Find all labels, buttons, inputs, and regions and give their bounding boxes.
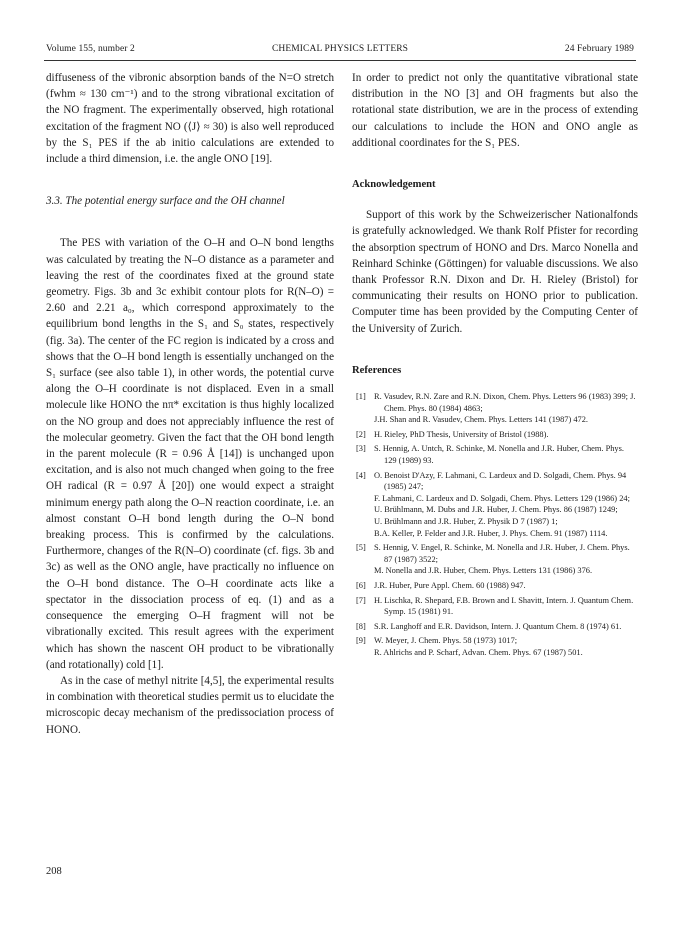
reference-body xyxy=(374,470,638,540)
reference-line: S. Hennig, V. Engel, R. Schinke, M. Nonella and J.R. Huber, J. Chem. Phys. 87 (1987) 3522; xyxy=(374,543,630,564)
reference-number: [6] xyxy=(356,580,366,590)
reference-number: [1] xyxy=(356,392,366,402)
methyl-nitrite-paragraph: As in the case of methyl nitrite [4,5], the experimental results in combination with theoretical studies permit us to elucidate the microscopic decay mechanism of the predissociation process of HONO. xyxy=(46,674,334,736)
reference-body xyxy=(374,621,638,633)
continued-paragraph: diffuseness of the vibronic absorption bands of the N=O stretch (fwhm ≈ 130 cm⁻¹) and to the strong vibrational excitation of the NO fragment. The experimentally observed, high rotational excitation of the fragment NO (⟨J⟩ ≈ 30) is also well reproduced by the S₁ PES if the ab initio calculations are extended to include a third dimension, i.e. the angle ONO [19]. xyxy=(46,72,334,166)
acknowledgement-text: Support of this work by the Schweizerischer Nationalfonds is gratefully acknowledged. We thank Rolf Pfister for recording the absorption spectrum of HONO and Drs. Marco Nonella and Reinhard Schinke (Göttingen) for valuable discussions. We also thank Professor R.N. Dixon and Dr. H. Rieley (Bristol) for communicating their results on HONO prior to publication. Computer time has been provided by the Computing Center of the University of Zurich. xyxy=(352,209,638,335)
section-heading: 3.3. The potential energy surface and the OH channel xyxy=(46,195,285,208)
reference-line: J.H. Shan and R. Vasudev, Chem. Phys. Letters 141 (1987) 472. xyxy=(374,415,589,425)
reference-item xyxy=(352,391,638,426)
prediction-paragraph: In order to predict not only the quantitative vibrational state distribution in the NO [3] and OH fragments but also the rotational state distribution, we are in the process of extending our calculations to include the HON and ONO angle as additional coordinates for the S₁ PES. xyxy=(352,72,638,149)
reference-body xyxy=(374,635,638,658)
reference-item xyxy=(352,429,638,441)
pes-paragraph: The PES with variation of the O–H and O–N bond lengths was calculated by treating the N–O distance as a parameter and leaving the rest of the coordinates fixed at the ground state geometry. Figs. 3b and 3c exhibit contour plots for R(N–O) = 2.60 and 2.21 a₀, which correspond approximately to the equilibrium bond lengths in the S₁ and S₀ states, respectively (fig. 3a). The center of the FC region is indicated by a cross and shows that the O–H bond length is essentially unchanged on the S₁ surface (see also table 1), in other words, the potential curve along the O–H coordinate is not displaced. Even in a small molecule like HONO the nπ* excitation is thus highly localized on the NO group and does not appreciably influence the rest of the molecular geometry. Given the fact that the OH bond length in the parent molecule (R = 0.96 Å [14]) is unchanged upon excitation, and is also not much changed when going to the free OH radical (R = 0.97 Å [20]) one would expect a straight minimum energy path along the O–N reaction coordinate, i.e. an almost constant O–H bond length during the O–N bond breaking process. This is confirmed by the calculations. Furthermore, changes of the R(N–O) coordinate (cf. figs. 3b and 3c) as well as the ONO angle, have practically no influence on the O–H bond distance. The O–H coordinate acts like a spectator in the dissociation process of eq. (1) and as a consequence the emerging O–H fragment will not be vibrationally excited. This result agrees with the experiment which has shown the nascent OH product to be vibrationally (and rotationally) cold [1]. xyxy=(46,237,334,671)
reference-body xyxy=(374,542,638,577)
reference-line: S. Hennig, A. Untch, R. Schinke, M. Nonella and J.R. Huber, Chem. Phys. 129 (1989) 93. xyxy=(374,444,624,466)
reference-item xyxy=(352,470,638,540)
reference-line: J.R. Huber, Pure Appl. Chem. 60 (1988) 947. xyxy=(374,580,526,590)
reference-item xyxy=(352,635,638,658)
reference-number: [9] xyxy=(356,636,366,646)
reference-list xyxy=(352,391,638,658)
reference-line: M. Nonella and J.R. Huber, Chem. Phys. Letters 131 (1986) 376. xyxy=(374,566,593,576)
reference-number: [3] xyxy=(356,444,366,454)
reference-number: [4] xyxy=(356,470,366,480)
reference-item xyxy=(352,542,638,577)
journal-title: CHEMICAL PHYSICS LETTERS xyxy=(271,44,409,54)
acknowledgement-heading: Acknowledgement xyxy=(352,179,436,191)
reference-line: H. Lischka, R. Shepard, F.B. Brown and I. Shavitt, Intern. J. Quantum Chem. Symp. 15 (1981) 91. xyxy=(374,595,634,617)
volume-info: Volume 155, number 2 xyxy=(46,44,135,54)
reference-line: H. Rieley, PhD Thesis, University of Bristol (1988). xyxy=(374,429,549,439)
reference-body xyxy=(374,443,638,466)
reference-line: F. Lahmani, C. Lardeux and D. Solgadi, Chem. Phys. Letters 129 (1986) 24; xyxy=(374,493,630,503)
reference-number: [5] xyxy=(356,543,366,553)
references-heading: References xyxy=(352,364,402,376)
reference-body xyxy=(374,391,638,426)
reference-line: R. Vasudev, R.N. Zare and R.N. Dixon, Chem. Phys. Letters 96 (1983) 399; J. Chem. Phys. 80 (1984) 4863; xyxy=(374,392,636,413)
reference-body xyxy=(374,580,638,592)
left-column xyxy=(46,70,334,738)
issue-date: 24 February 1989 xyxy=(564,44,634,54)
reference-item xyxy=(352,443,638,466)
reference-item xyxy=(352,595,638,618)
reference-line: U. Brühlmann, M. Dubs and J.R. Huber, J. Chem. Phys. 86 (1987) 1249; xyxy=(374,505,618,515)
reference-line: O. Benoist D'Azy, F. Lahmani, C. Lardeux and D. Solgadi, Chem. Phys. 94 (1985) 247; xyxy=(374,470,627,492)
page-number: 208 xyxy=(46,866,62,877)
reference-line: R. Ahlrichs and P. Scharf, Advan. Chem. Phys. 67 (1987) 501. xyxy=(374,647,583,657)
right-column xyxy=(352,70,638,662)
reference-line: U. Brühlmann and J.R. Huber, Z. Physik D 7 (1987) 1; xyxy=(374,516,558,526)
header-rule xyxy=(44,60,636,61)
reference-body xyxy=(374,595,638,618)
reference-number: [2] xyxy=(356,429,366,439)
reference-number: [8] xyxy=(356,621,366,631)
reference-line: B.A. Keller, P. Felder and J.R. Huber, J. Phys. Chem. 91 (1987) 1114. xyxy=(374,528,608,538)
reference-line: W. Meyer, J. Chem. Phys. 58 (1973) 1017; xyxy=(374,636,518,646)
reference-item xyxy=(352,621,638,633)
reference-number: [7] xyxy=(356,595,366,605)
reference-item xyxy=(352,580,638,592)
reference-line: S.R. Langhoff and E.R. Davidson, Intern. J. Quantum Chem. 8 (1974) 61. xyxy=(374,621,622,631)
reference-body xyxy=(374,429,638,441)
